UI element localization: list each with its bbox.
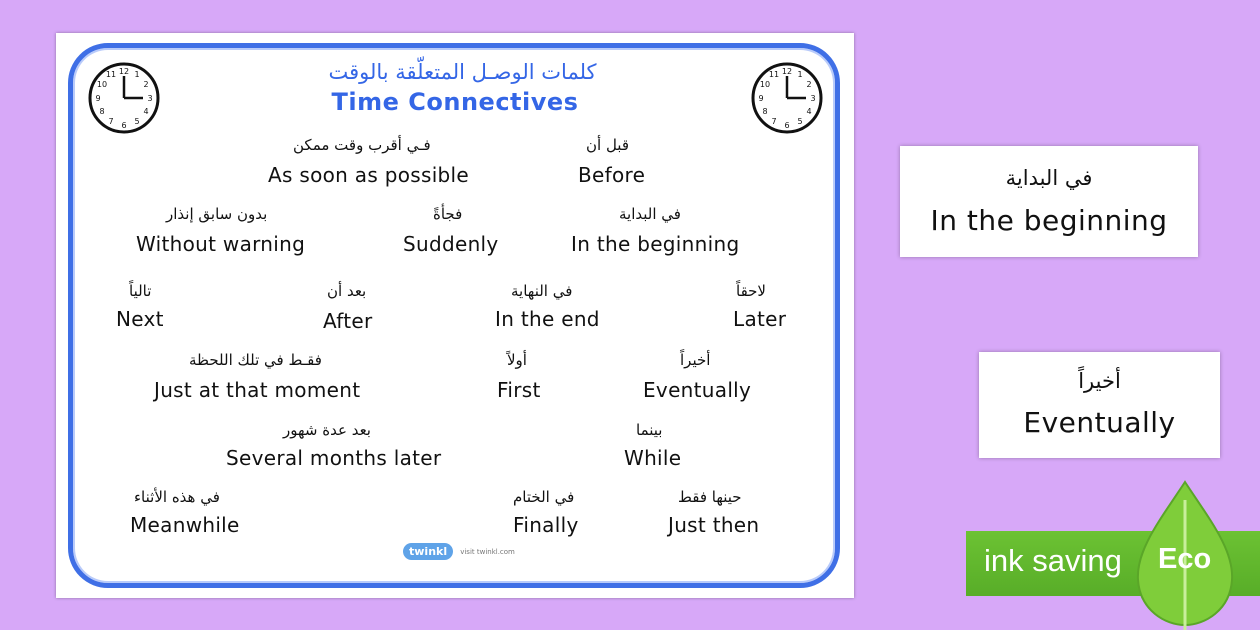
svg-text:11: 11: [768, 70, 780, 79]
word-english: After: [323, 309, 373, 333]
word-english: As soon as possible: [268, 163, 470, 187]
svg-text:12: 12: [118, 67, 130, 76]
svg-text:7: 7: [771, 117, 777, 126]
word-english: First: [497, 378, 541, 402]
svg-text:1: 1: [797, 70, 803, 79]
svg-text:3: 3: [810, 94, 816, 103]
word-english: Suddenly: [403, 232, 499, 256]
card-eventually: [979, 352, 1220, 458]
svg-text:2: 2: [806, 80, 812, 89]
svg-text:5: 5: [134, 117, 140, 126]
svg-text:3: 3: [147, 94, 153, 103]
svg-text:5: 5: [797, 117, 803, 126]
word-english: Meanwhile: [130, 513, 240, 537]
svg-text:6: 6: [121, 121, 127, 130]
svg-text:8: 8: [99, 107, 105, 116]
word-arabic: بعد عدة شهور: [283, 421, 371, 439]
word-english: Finally: [513, 513, 579, 537]
svg-text:2: 2: [143, 80, 149, 89]
word-arabic: قبل أن: [586, 136, 630, 154]
word-english: Eventually: [643, 378, 752, 402]
word-arabic: حينها فقط: [678, 488, 742, 506]
svg-text:4: 4: [143, 107, 149, 116]
word-arabic: بعد أن: [327, 282, 367, 300]
worksheet-frame: [68, 43, 840, 588]
word-arabic: أولاً: [507, 351, 527, 369]
svg-text:10: 10: [759, 80, 771, 89]
word-english: While: [624, 446, 682, 470]
svg-text:11: 11: [105, 70, 117, 79]
svg-text:1: 1: [134, 70, 140, 79]
svg-text:9: 9: [95, 94, 101, 103]
word-english: Just then: [668, 513, 760, 537]
word-arabic: بينما: [636, 421, 663, 439]
word-english: Just at that moment: [154, 378, 361, 402]
word-arabic: أخيراً: [680, 351, 711, 369]
word-english: In the end: [495, 307, 600, 331]
card-english: In the beginning: [930, 204, 1168, 237]
twinkl-logo: [403, 541, 515, 559]
eco-label: Eco: [1158, 543, 1212, 575]
twinkl-logo-badge: twinkl: [403, 543, 453, 560]
word-english: Without warning: [136, 232, 306, 256]
svg-text:9: 9: [758, 94, 764, 103]
svg-text:12: 12: [781, 67, 793, 76]
card-english: Eventually: [1023, 406, 1176, 439]
card-arabic: أخيراً: [1078, 369, 1121, 393]
card-in-the-beginning: [900, 146, 1198, 257]
word-arabic: بدون سابق إنذار: [166, 205, 268, 223]
word-arabic: فقـط في تلك اللحظة: [189, 351, 322, 369]
title-english: Time Connectives: [331, 88, 579, 116]
word-arabic: في هذه الأثناء: [134, 488, 220, 506]
word-arabic: في البداية: [619, 205, 681, 223]
word-arabic: فجأةً: [433, 205, 463, 223]
title-arabic: كلمات الوصـل المتعلّقة بالوقت: [328, 60, 597, 84]
word-arabic: في النهاية: [511, 282, 573, 300]
word-arabic: لاحقاً: [736, 282, 766, 300]
worksheet: [56, 33, 854, 598]
svg-text:6: 6: [784, 121, 790, 130]
svg-text:7: 7: [108, 117, 114, 126]
word-english: Before: [578, 163, 646, 187]
word-arabic: في الختام: [513, 488, 575, 506]
card-arabic: في البداية: [1005, 166, 1093, 190]
word-arabic: تالياً: [129, 282, 152, 300]
ink-saving-label: ink saving: [984, 543, 1122, 578]
word-english: Several months later: [226, 446, 442, 470]
word-english: In the beginning: [571, 232, 740, 256]
word-english: Next: [116, 307, 164, 331]
svg-text:4: 4: [806, 107, 812, 116]
twinkl-url-text: visit twinkl.com: [460, 547, 515, 556]
word-arabic: فـي أقرب وقت ممكن: [293, 136, 431, 154]
svg-text:10: 10: [96, 80, 108, 89]
word-english: Later: [733, 307, 787, 331]
svg-text:8: 8: [762, 107, 768, 116]
